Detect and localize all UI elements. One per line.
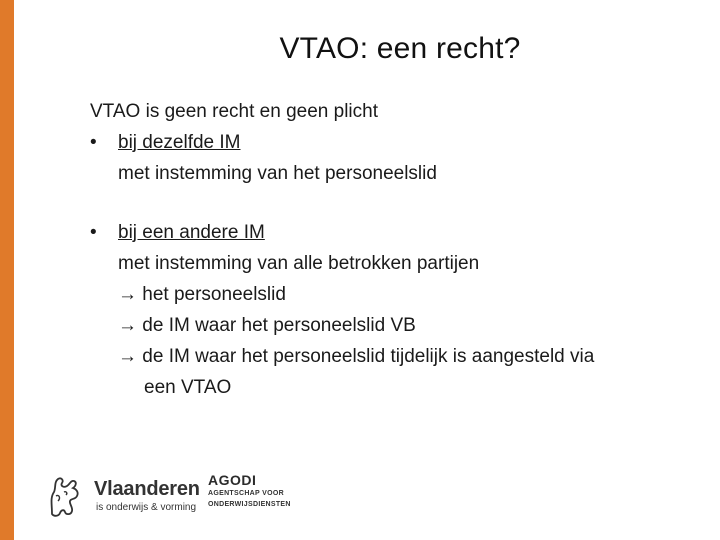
vlaanderen-logo [46, 470, 200, 520]
vlaanderen-tagline: is onderwijs & vorming [96, 502, 197, 513]
sub-item-continuation: een VTAO [144, 377, 232, 398]
sub-item: → de IM waar het personeelslid VB [118, 315, 416, 336]
bullet-label: bij dezelfde IM [118, 132, 241, 153]
sub-item: → het personeelslid [118, 284, 286, 305]
agodi-line-2: ONDERWIJSDIENSTEN [208, 501, 291, 508]
intro-line: VTAO is geen recht en geen plicht [90, 101, 378, 122]
agodi-name: AGODI [208, 472, 257, 488]
vlaanderen-name: Vlaanderen [94, 478, 200, 500]
spacer [90, 189, 700, 217]
agodi-line-1: AGENTSCHAP VOOR [208, 490, 284, 497]
agodi-logo [208, 472, 328, 510]
bullet-detail: met instemming van alle betrokken partijen [118, 253, 480, 274]
slide-body [90, 96, 700, 403]
flemish-lion-icon [46, 474, 84, 518]
bullet-label: bij een andere IM [118, 222, 265, 243]
bullet-glyph: • [90, 222, 97, 243]
accent-side-bar [0, 0, 14, 540]
bullet-glyph: • [90, 132, 97, 153]
sub-item: → de IM waar het personeelslid tijdelijk is aangesteld via [118, 346, 595, 367]
bullet-item-other-im [90, 217, 700, 248]
slide-title: VTAO: een recht? [279, 32, 521, 65]
bullet-item-same-im [90, 127, 700, 158]
bullet-detail: met instemming van het personeelslid [118, 163, 437, 184]
